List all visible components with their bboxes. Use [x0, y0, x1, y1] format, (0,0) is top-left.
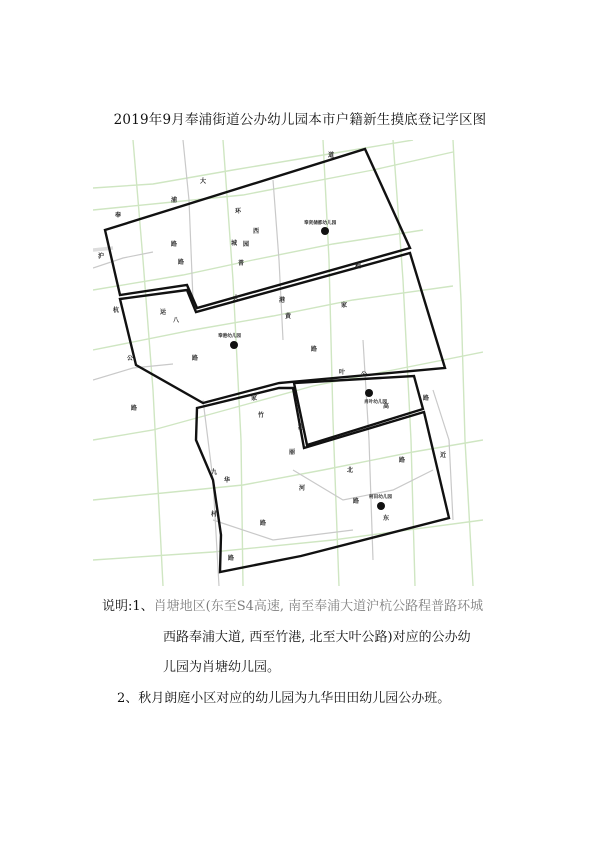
road-label: 大 [233, 295, 240, 302]
road-label: 高 [383, 403, 390, 410]
note-1-line-1 [102, 596, 483, 618]
road-label: 沪 [98, 253, 105, 260]
road-label: 普 [238, 260, 245, 267]
kindergarten-marker-icon [230, 341, 238, 349]
road-label: 黄 [285, 313, 292, 320]
background-roads [93, 140, 483, 586]
kindergarten-marker-icon [365, 389, 373, 397]
road-label: 北 [347, 467, 354, 474]
road-label: 运 [160, 309, 167, 316]
road-label: 港 [298, 424, 305, 431]
road-label: 八 [173, 317, 180, 324]
kindergarten-marker-icon [377, 502, 385, 510]
road-label: 奉 [115, 212, 122, 219]
kindergarten-label: 柯田幼儿园 [369, 495, 392, 500]
road-label: 路 [399, 457, 406, 464]
district-map [93, 140, 483, 586]
road-label: 园 [243, 241, 250, 248]
road-label: 丽 [289, 449, 296, 456]
road-label: 浦 [171, 197, 178, 204]
road-label: 公 [361, 371, 368, 378]
road-label: 华 [224, 477, 231, 484]
note-1-text: 肖塘地区(东至S4高速, 南至奉浦大道沪杭公路程普路环城 [153, 599, 484, 614]
road-label: 路 [423, 395, 430, 402]
zone-south [196, 388, 449, 572]
road-label: 路 [260, 520, 267, 527]
road-label: 家 [341, 302, 348, 309]
road-label: 东 [383, 515, 390, 522]
road-label: 路 [192, 355, 199, 362]
road-label: 路 [178, 259, 185, 266]
zone-boundaries [105, 149, 449, 572]
kindergarten-label: 肖叶幼儿园 [364, 400, 387, 405]
road-label: 程 [355, 263, 362, 270]
road-label: 西 [253, 228, 260, 235]
road-label: 路 [171, 241, 178, 248]
map-canvas [93, 140, 483, 586]
road-label: 家 [251, 395, 258, 402]
note-prefix: 说明:1、 [102, 599, 154, 614]
note-1-line-3: 儿园为肖塘幼儿园。 [163, 660, 281, 675]
road-label: 河 [299, 485, 306, 492]
road-label: 道 [328, 152, 335, 159]
road-label: 路 [131, 405, 138, 412]
road-label: 港 [279, 297, 286, 304]
road-label: 叶 [339, 369, 346, 376]
kindergarten-marker-icon [321, 227, 329, 235]
road-label: 路 [311, 346, 318, 353]
road-label: 竹 [258, 412, 265, 419]
road-label: 杭 [113, 307, 120, 314]
road-label: 环 [235, 208, 242, 215]
road-label: 大 [200, 178, 207, 185]
road-label: 公 [127, 355, 134, 362]
road-label: 城 [231, 240, 238, 247]
road-label: 路 [228, 555, 235, 562]
page-title: 2019年9月奉浦街道公办幼儿园本市户籍新生摸底登记学区图 [113, 112, 487, 128]
road-label: 村 [211, 511, 218, 518]
note-1-line-2: 西路奉浦大道, 西至竹港, 北至大叶公路)对应的公办幼 [163, 630, 471, 645]
kindergarten-label: 奉港幼儿园 [218, 334, 241, 339]
kindergarten-markers [218, 219, 392, 510]
road-label: 九 [211, 469, 218, 476]
note-2: 2、秋月朗庭小区对应的幼儿园为九华田田幼儿园公办班。 [117, 691, 451, 706]
kindergarten-label: 奉贤储都幼儿园 [304, 221, 337, 226]
road-label: 路 [353, 498, 360, 505]
road-label: 近 [440, 452, 447, 459]
